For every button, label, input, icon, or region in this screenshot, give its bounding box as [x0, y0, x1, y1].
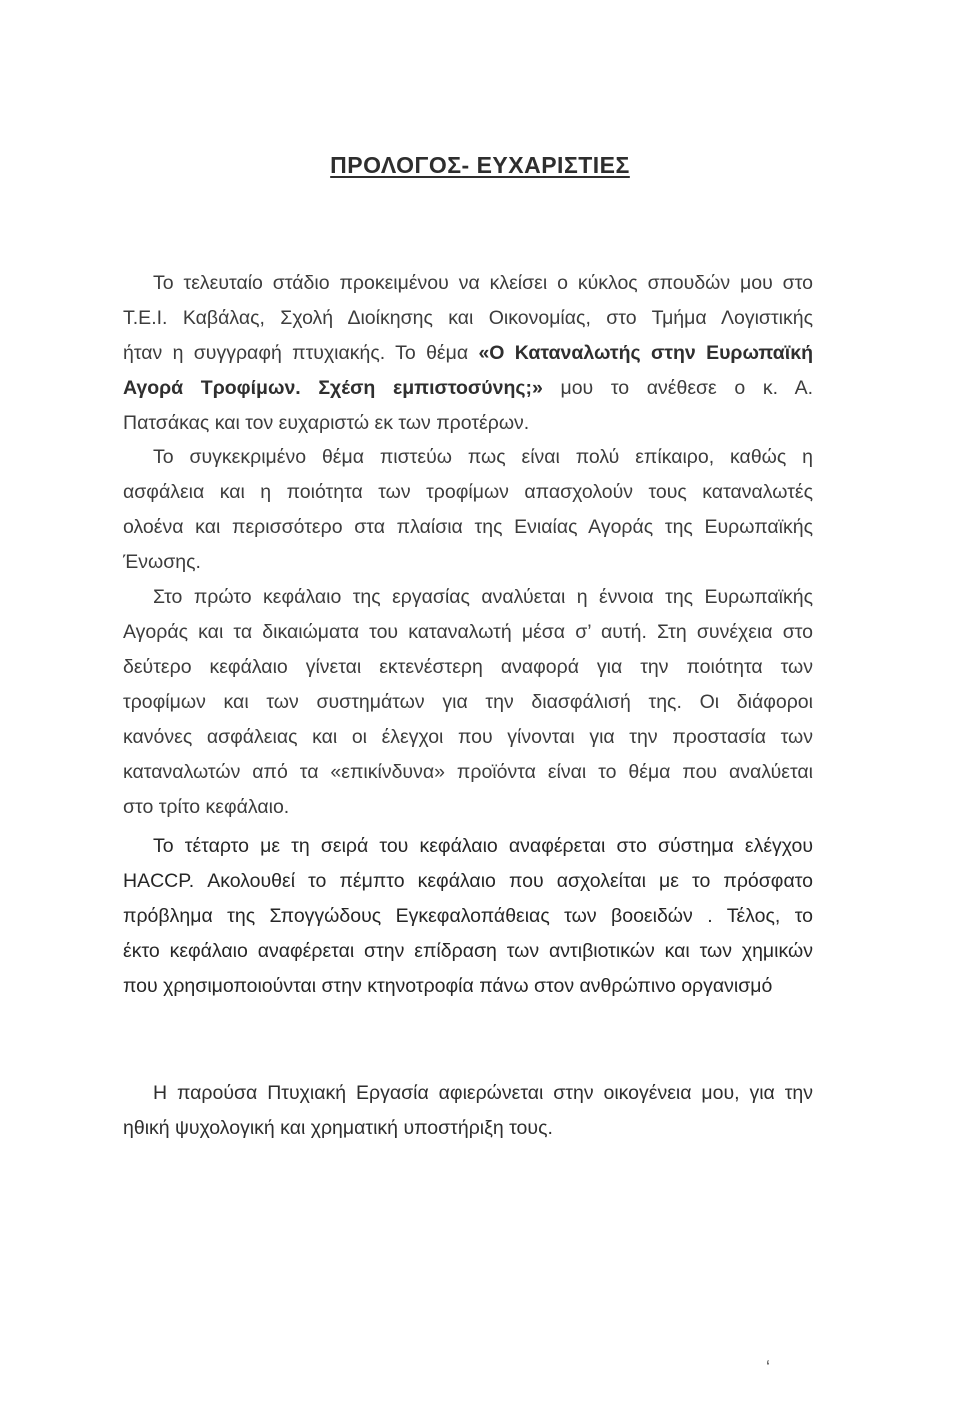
text-segment: ήταν η συγγραφή πτυχιακής. Το θέμα: [123, 342, 479, 364]
paragraph-topic: [123, 440, 813, 580]
paragraph-chapters: [123, 580, 813, 825]
text-line: Το τελευταίο στάδιο προκειμένου να κλείσει ο κύκλος σπουδών μου στο: [153, 272, 813, 294]
text-line: Πατσάκας και τον ευχαριστώ εκ των προτέρων.: [123, 412, 530, 434]
text-line: καταναλωτών από τα «επικίνδυνα» προϊόντα είναι το θέμα που αναλύεται: [123, 761, 813, 783]
thesis-title-part2: Αγορά Τροφίμων. Σχέση εμπιστοσύνης;»: [123, 377, 543, 399]
text-line: στο τρίτο κεφάλαιο.: [123, 796, 290, 818]
dedication: [123, 1076, 813, 1146]
text-line: που χρησιμοποιούνται στην κτηνοτροφία πάνω στον ανθρώπινο οργανισμό: [123, 975, 773, 997]
text-line: Αγοράς και τα δικαιώματα του καταναλωτή μέσα σ’ αυτή. Στη συνέχεια στο: [123, 621, 813, 643]
text-line: κανόνες ασφάλειας και οι έλεγχοι που γίνονται για την προστασία των: [123, 726, 813, 748]
text-line: Το συγκεκριμένο θέμα πιστεύω πως είναι πολύ επίκαιρο, καθώς η: [153, 446, 813, 468]
text-line: πρόβλημα της Σπογγώδους Εγκεφαλοπάθειας των βοοειδών . Τέλος, το: [123, 905, 813, 927]
text-line: ασφάλεια και η ποιότητα των τροφίμων απασχολούν τους καταναλωτές: [123, 481, 813, 503]
paragraph-intro: [123, 266, 813, 441]
page-title: ΠΡΟΛΟΓΟΣ- ΕΥΧΑΡΙΣΤΙΕΣ: [330, 152, 630, 178]
paragraph-chapters-continued: [123, 829, 813, 1004]
text-line: HACCP. Ακολουθεί το πέμπτο κεφάλαιο που ασχολείται με το πρόσφατο: [123, 870, 813, 892]
text-line: [123, 336, 813, 371]
text-line: [123, 371, 813, 406]
scan-mark: ʻ: [766, 1358, 770, 1378]
text-line: Η παρούσα Πτυχιακή Εργασία αφιερώνεται στην οικογένεια μου, για την: [153, 1082, 813, 1104]
text-line: ολοένα και περισσότερο στα πλαίσια της Ενιαίας Αγοράς της Ευρωπαϊκής: [123, 516, 813, 538]
text-line: Τ.Ε.Ι. Καβάλας, Σχολή Διοίκησης και Οικονομίας, στο Τμήμα Λογιστικής: [123, 307, 813, 329]
text-line: Στο πρώτο κεφάλαιο της εργασίας αναλύεται η έννοια της Ευρωπαϊκής: [153, 586, 813, 608]
text-segment: μου το ανέθεσε ο κ. Α.: [542, 377, 814, 399]
text-line: ηθική ψυχολογική και χρηματική υποστήριξη τους.: [123, 1117, 553, 1139]
text-line: έκτο κεφάλαιο αναφέρεται στην επίδραση των αντιβιοτικών και των χημικών: [123, 940, 813, 962]
text-line: δεύτερο κεφάλαιο γίνεται εκτενέστερη αναφορά για την ποιότητα των: [123, 656, 813, 678]
text-line: Το τέταρτο με τη σειρά του κεφάλαιο αναφέρεται στο σύστημα ελέγχου: [153, 835, 813, 857]
text-line: τροφίμων και των συστημάτων για την διασφάλισή της. Οι διάφοροι: [123, 691, 813, 713]
thesis-title-part1: «Ο Καταναλωτής στην Ευρωπαϊκή: [478, 342, 813, 364]
text-line: Ένωσης.: [123, 551, 201, 573]
